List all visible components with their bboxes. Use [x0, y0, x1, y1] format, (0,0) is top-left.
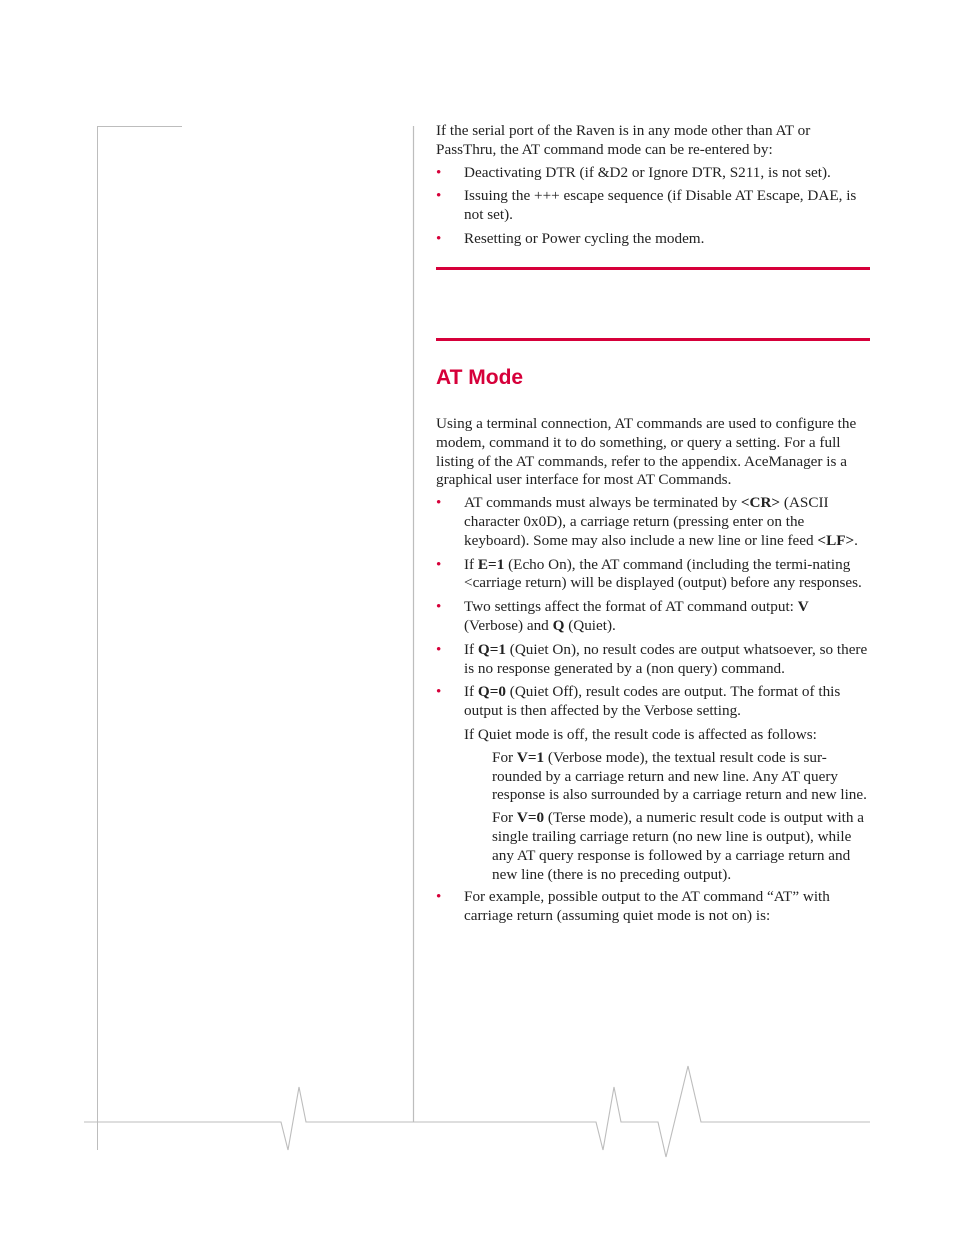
bullet-icon: •	[436, 494, 442, 512]
bullet-icon: •	[436, 229, 442, 247]
section-body	[436, 415, 870, 931]
intro-paragraph: If the serial port of the Raven is in any mode other than AT or PassThru, the AT command mode can be re-entered by:	[436, 122, 811, 158]
section-divider-bottom	[436, 338, 870, 341]
bullet-icon: •	[436, 683, 442, 701]
intro-bullet-list	[436, 164, 870, 249]
verbose-mode-note: For V=1 (Verbose mode), the textual result code is sur-rounded by a carriage return and new line. Any AT query response is also surrounded by a carriage return and new line.	[492, 748, 867, 804]
list-item: • Issuing the +++ escape sequence (if Disable AT Escape, DAE, is not set).	[436, 187, 857, 224]
bullet-icon: •	[436, 163, 442, 181]
footer-wave-line	[84, 1066, 870, 1157]
example-bullet-list	[436, 888, 870, 926]
terse-mode-note: For V=0 (Terse mode), a numeric result code is output with a single trailing carriage return (no new line is output), while any AT query response is followed by a carriage return and new line (there is no preceding output).	[492, 809, 865, 883]
list-item: • For example, possible output to the AT command “AT” with carriage return (assuming quiet mode is not on) is:	[436, 888, 830, 925]
list-item: • AT commands must always be terminated by <CR> (ASCII character 0x0D), a carriage return (pressing enter on the keyboard). Some may also include a new line or line feed <LF>.	[436, 494, 858, 549]
bullet-icon: •	[436, 598, 442, 616]
bullet-icon: •	[436, 640, 442, 658]
list-item: • Two settings affect the format of AT command output: V (Verbose) and Q (Quiet).	[436, 598, 809, 634]
list-item: • Deactivating DTR (if &D2 or Ignore DTR, S211, is not set).	[436, 163, 831, 181]
list-item: • If Q=1 (Quiet On), no result codes are output whatsoever, so there is no response generated by a (non query) command.	[436, 640, 868, 677]
bullet-icon: •	[436, 555, 442, 573]
section-divider-top	[436, 267, 870, 270]
section-title: AT Mode	[436, 366, 524, 389]
section-bullet-list	[436, 494, 870, 721]
intro-block	[436, 122, 870, 254]
section-paragraph: Using a terminal connection, AT commands are used to configure the modem, command it to do something, or query a setting. For a full listing of the AT commands, refer to the appendix. AceManager is a graphical user interface for most AT Commands.	[436, 415, 857, 489]
list-item: • Resetting or Power cycling the modem.	[436, 229, 705, 247]
bullet-icon: •	[436, 888, 442, 906]
list-item: • If Q=0 (Quiet Off), result codes are output. The format of this output is then affected by the Verbose setting.	[436, 683, 841, 720]
quiet-off-note: If Quiet mode is off, the result code is affected as follows:	[464, 725, 817, 743]
bullet-icon: •	[436, 187, 442, 205]
list-item: • If E=1 (Echo On), the AT command (including the termi-nating <carriage return) will be displayed (output) before any responses.	[436, 555, 862, 592]
